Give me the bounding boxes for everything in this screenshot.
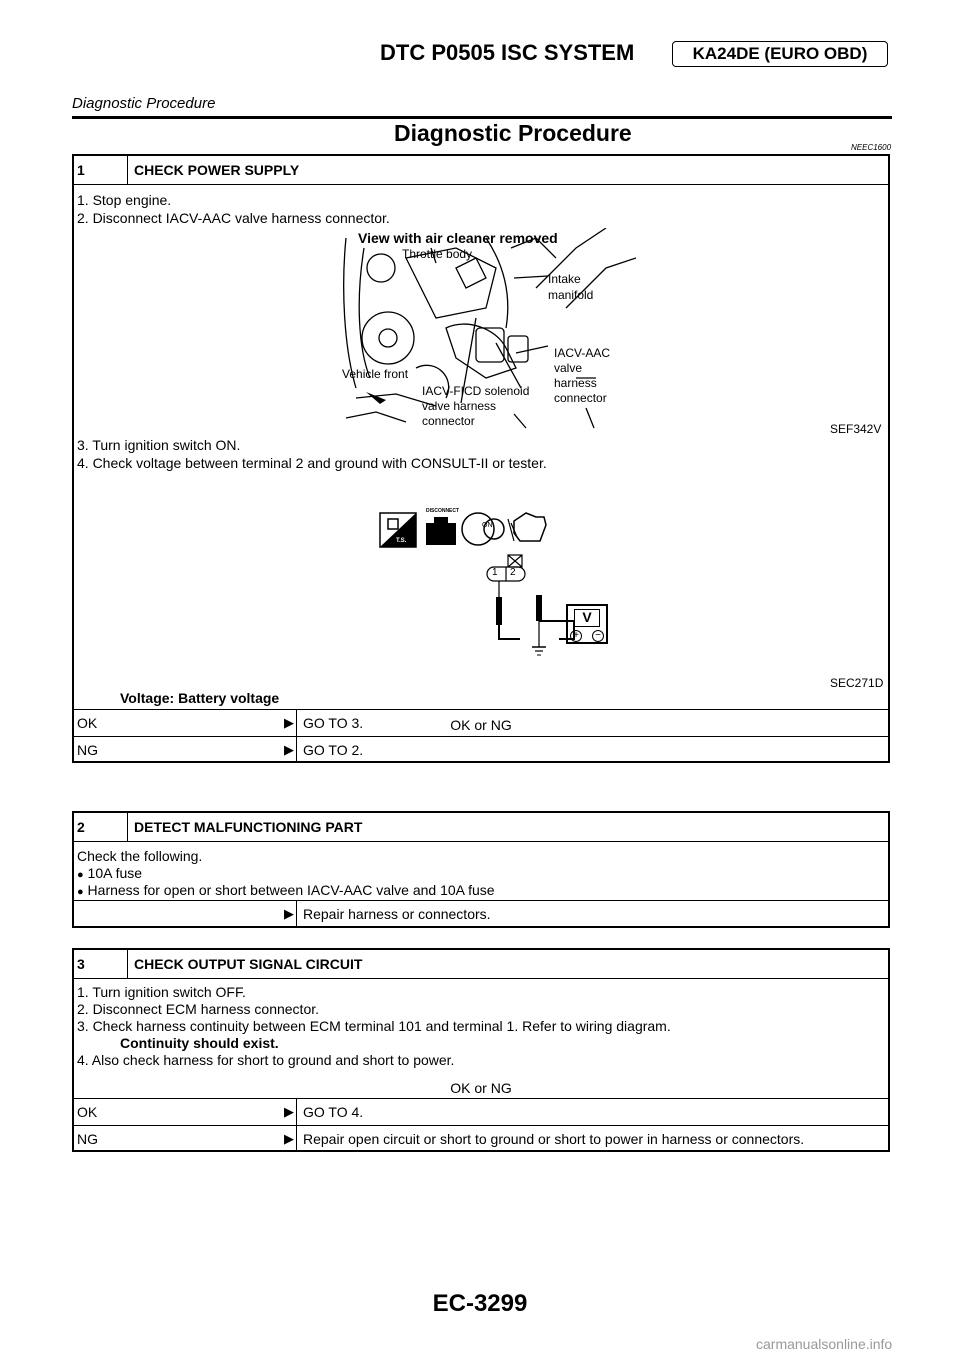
- bullet-item: [77, 882, 495, 898]
- figure-label: valve harness: [422, 399, 497, 413]
- bullet-icon: ●: [77, 886, 84, 898]
- result-label: OK: [77, 715, 98, 731]
- step-2-header: [74, 813, 888, 842]
- result-action: GO TO 3.: [296, 710, 888, 736]
- spec-value: Continuity should exist.: [120, 1035, 279, 1051]
- instruction-line: 1. Turn ignition switch OFF.: [77, 984, 246, 1000]
- result-action: GO TO 2.: [296, 737, 888, 763]
- figure-label: manifold: [548, 288, 594, 302]
- result-row-ng: [74, 736, 888, 763]
- arrow-right-icon: ▶: [284, 742, 294, 757]
- figure-label: valve: [554, 361, 583, 375]
- result-label: [74, 901, 284, 927]
- result-action: Repair harness or connectors.: [296, 901, 888, 927]
- spec-value: Voltage: Battery voltage: [120, 690, 280, 706]
- step-3-header: [74, 950, 888, 979]
- bullet-item: [77, 865, 142, 881]
- result-row-ok: [74, 1098, 888, 1125]
- watermark: carmanualsonline.info: [756, 1336, 893, 1352]
- ignition-on-icon-label: ON: [482, 522, 493, 529]
- bullet-text: Harness for open or short between IACV-AAC valve and 10A fuse: [87, 882, 495, 898]
- figure-title: View with air cleaner removed: [358, 230, 558, 246]
- figure-label: Throttle body: [402, 247, 473, 261]
- ok-ng-question: OK or NG: [450, 717, 512, 733]
- figure-label: connector: [422, 414, 475, 428]
- instruction-line: 2. Disconnect ECM harness connector.: [77, 1001, 320, 1017]
- result-action: Repair open circuit or short to ground or short to power in harness or connectors.: [296, 1126, 888, 1152]
- result-row: [74, 900, 888, 927]
- instruction-line: 3. Check harness continuity between ECM terminal 101 and terminal 1. Refer to wiring diagram.: [77, 1018, 671, 1034]
- result-label: NG: [77, 742, 98, 758]
- arrow-right-icon: ▶: [284, 1131, 294, 1146]
- step-number: 2: [74, 813, 128, 841]
- instruction-line: 3. Turn ignition switch ON.: [77, 437, 241, 453]
- meter-body: [566, 604, 608, 644]
- figure-label: harness: [554, 376, 597, 390]
- step-title: CHECK OUTPUT SIGNAL CIRCUIT: [134, 956, 363, 972]
- instruction-line: 1. Stop engine.: [77, 192, 172, 208]
- terminal-1-label: 1: [492, 567, 498, 578]
- arrow-right-icon: ▶: [284, 715, 294, 730]
- engine-badge: KA24DE (EURO OBD): [672, 41, 888, 67]
- disconnect-icon-label: DISCONNECT: [426, 508, 460, 514]
- page-number: EC-3299: [432, 1290, 528, 1317]
- step-1-box: [72, 154, 890, 763]
- step-3-box: [72, 948, 890, 1152]
- instruction-line: 2. Disconnect IACV-AAC valve harness connector.: [77, 210, 390, 226]
- page-title: DTC P0505 ISC SYSTEM: [380, 40, 635, 65]
- step-2-box: [72, 811, 890, 928]
- meter-plus-icon: +: [570, 630, 582, 642]
- instruction-line: 4. Also check harness for short to ground and short to power.: [77, 1052, 455, 1068]
- figure-label: IACV-AAC: [554, 346, 611, 360]
- step-title: CHECK POWER SUPPLY: [134, 162, 300, 178]
- bullet-text: 10A fuse: [87, 865, 143, 881]
- arrow-right-icon: ▶: [284, 906, 294, 921]
- arrow-right-icon: ▶: [284, 1104, 294, 1119]
- terminal-2-label: 2: [510, 567, 516, 578]
- meter-minus-icon: −: [592, 630, 604, 642]
- page-subtitle: Diagnostic Procedure: [72, 95, 216, 112]
- result-label: OK: [77, 1104, 98, 1120]
- result-action: GO TO 4.: [296, 1099, 888, 1125]
- step-number: 3: [74, 950, 128, 978]
- result-row-ok: [74, 709, 888, 736]
- instruction-line: 4. Check voltage between terminal 2 and ground with CONSULT-II or tester.: [77, 455, 547, 471]
- step-1-header: [74, 156, 888, 185]
- meter-display: V: [574, 609, 600, 627]
- section-code: NEEC1600: [851, 143, 892, 152]
- figure-code: SEF342V: [830, 422, 882, 436]
- section-title: Diagnostic Procedure: [394, 120, 632, 146]
- step-title: DETECT MALFUNCTIONING PART: [134, 819, 363, 835]
- ts-icon-label: T.S.: [396, 538, 407, 544]
- figure-code: SEC271D: [830, 676, 884, 690]
- figure-label: IACV-FICD solenoid: [422, 384, 530, 398]
- bullet-icon: ●: [77, 869, 84, 881]
- instruction-line: Check the following.: [77, 848, 203, 864]
- ok-ng-question: OK or NG: [450, 1080, 512, 1096]
- result-label: NG: [77, 1131, 98, 1147]
- figure-label: Intake: [548, 272, 581, 286]
- figure-label: Vehicle front: [342, 367, 409, 381]
- figure-label: connector: [554, 391, 607, 405]
- step-number: 1: [74, 156, 128, 184]
- header-rule: [72, 116, 892, 119]
- result-row-ng: [74, 1125, 888, 1152]
